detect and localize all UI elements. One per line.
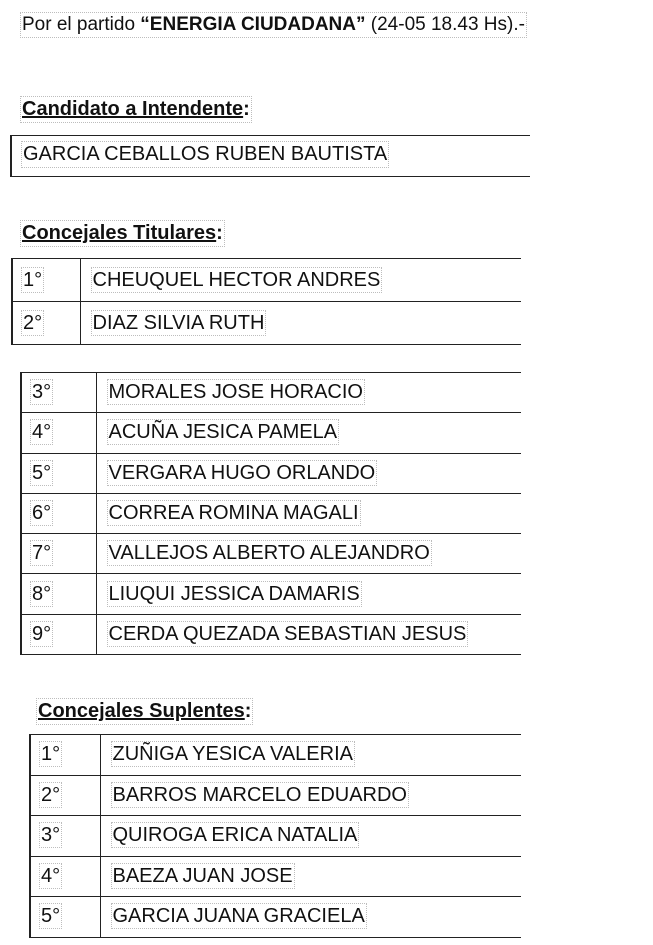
table-row — [30, 816, 521, 857]
row-number: 2° — [30, 775, 100, 816]
row-number: 3° — [30, 816, 100, 857]
row-number: 4° — [30, 856, 100, 897]
party-name: “ENERGIA CIUDADANA” — [140, 14, 366, 35]
table-row — [21, 574, 521, 614]
table-row — [21, 614, 521, 654]
titulares-table-top — [11, 258, 521, 345]
row-name: QUIROGA ERICA NATALIA — [100, 816, 521, 857]
row-number: 9° — [21, 614, 96, 654]
row-name: ZUÑIGA YESICA VALERIA — [100, 735, 521, 776]
table-row — [21, 453, 521, 493]
table-row — [30, 775, 521, 816]
row-number: 1° — [12, 259, 80, 302]
table-row — [12, 259, 521, 302]
row-number: 8° — [21, 574, 96, 614]
row-number: 7° — [21, 534, 96, 574]
row-name: VALLEJOS ALBERTO ALEJANDRO — [96, 534, 521, 574]
suplentes-title-text: Concejales Suplentes — [38, 700, 245, 722]
row-name: BAEZA JUAN JOSE — [100, 856, 521, 897]
table-row — [21, 534, 521, 574]
table-row — [21, 373, 521, 413]
row-number: 1° — [30, 735, 100, 776]
row-number: 5° — [30, 897, 100, 938]
table-row — [21, 493, 521, 533]
row-name: MORALES JOSE HORACIO — [96, 373, 521, 413]
titulares-title — [22, 222, 223, 245]
header-prefix: Por el partido — [22, 14, 141, 35]
table-row — [21, 413, 521, 453]
document-header — [22, 14, 525, 36]
row-name: GARCIA JUANA GRACIELA — [100, 897, 521, 938]
suplentes-table — [29, 734, 521, 938]
titulares-title-text: Concejales Titulares — [22, 222, 217, 244]
header-timestamp: (24-05 18.43 Hs).- — [365, 14, 525, 35]
table-row — [30, 897, 521, 938]
table-row — [30, 856, 521, 897]
row-name: CHEUQUEL HECTOR ANDRES — [80, 259, 521, 302]
suplentes-title-colon: : — [244, 700, 252, 722]
table-row — [12, 302, 521, 345]
titulares-title-colon: : — [216, 222, 223, 244]
titulares-table-bottom — [20, 372, 521, 655]
row-number: 2° — [12, 302, 80, 345]
table-row — [30, 735, 521, 776]
row-name: LIUQUI JESSICA DAMARIS — [96, 574, 521, 614]
candidato-row — [10, 135, 530, 177]
candidato-title-colon: : — [243, 98, 250, 120]
row-number: 4° — [21, 413, 96, 453]
row-number: 6° — [21, 493, 96, 533]
row-name: CERDA QUEZADA SEBASTIAN JESUS — [96, 614, 521, 654]
candidato-title-text: Candidato a Intendente — [22, 98, 244, 120]
row-number: 5° — [21, 453, 96, 493]
row-name: ACUÑA JESICA PAMELA — [96, 413, 521, 453]
row-number: 3° — [21, 373, 96, 413]
row-name: DIAZ SILVIA RUTH — [80, 302, 521, 345]
suplentes-title — [38, 700, 251, 723]
row-name: CORREA ROMINA MAGALI — [96, 493, 521, 533]
row-name: BARROS MARCELO EDUARDO — [100, 775, 521, 816]
row-name: VERGARA HUGO ORLANDO — [96, 453, 521, 493]
candidato-name: GARCIA CEBALLOS RUBEN BAUTISTA — [23, 143, 388, 165]
candidato-title — [22, 98, 250, 121]
